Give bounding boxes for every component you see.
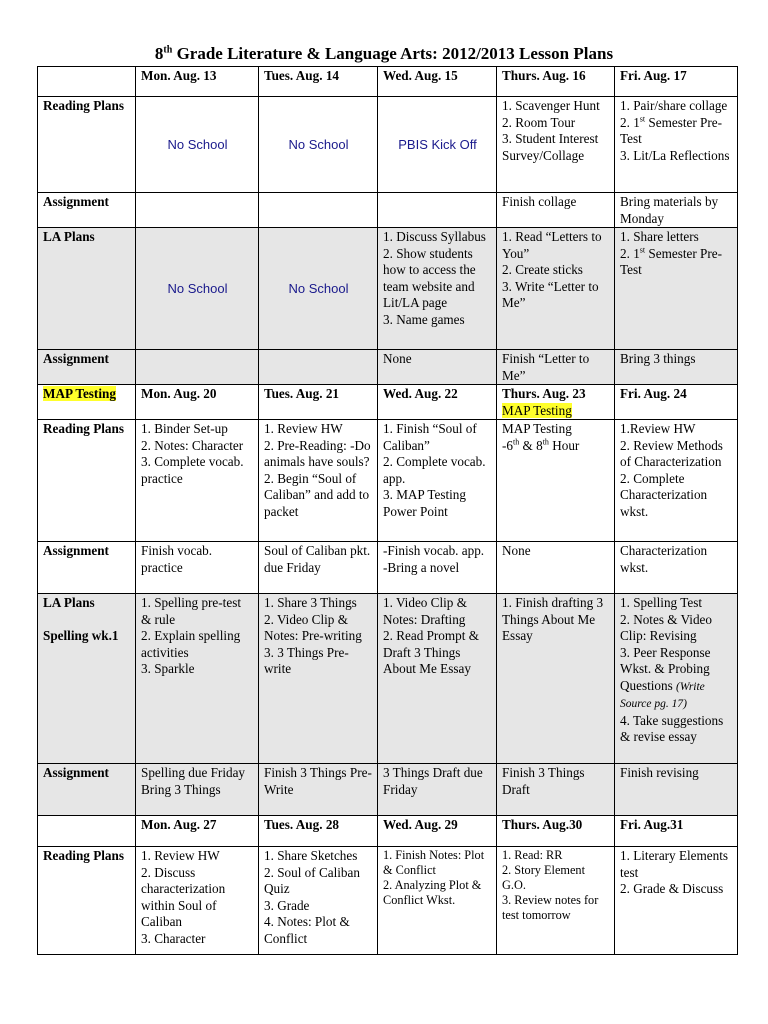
row-label: LA Plans	[43, 595, 95, 610]
day-header: Tues. Aug. 28	[259, 816, 378, 847]
plan-cell: 1. Video Clip & Notes: Drafting 2. Read Prompt & Draft 3 Things About Me Essay	[378, 594, 497, 764]
plan-cell: None	[378, 350, 497, 385]
plan-cell	[378, 193, 497, 228]
plan-cell: 1. Literary Elements test 2. Grade & Discuss	[615, 847, 738, 955]
plan-cell: 1. Finish “Soul of Caliban” 2. Complete vocab. app. 3. MAP Testing Power Point	[378, 420, 497, 542]
plan-cell: Finish “Letter to Me”	[497, 350, 615, 385]
week2-assignment-row	[38, 542, 738, 594]
map-testing-label: MAP Testing	[38, 385, 136, 420]
day-header: Wed. Aug. 29	[378, 816, 497, 847]
plan-cell: 1. Scavenger Hunt 2. Room Tour 3. Student Interest Survey/Collage	[497, 97, 615, 193]
no-school-cell: No School	[259, 228, 378, 350]
page-title: 8th Grade Literature & Language Arts: 2012/2013 Lesson Plans	[154, 44, 614, 63]
plan-cell: 1. Finish drafting 3 Things About Me Essay	[497, 594, 615, 764]
day-header: Thurs. Aug. 16	[497, 67, 615, 97]
row-label: Reading Plans	[38, 847, 136, 955]
row-label: Reading Plans	[38, 97, 136, 193]
day-header: Tues. Aug. 14	[259, 67, 378, 97]
plan-cell: 1. Read: RR 2. Story Element G.O. 3. Review notes for test tomorrow	[497, 847, 615, 955]
plan-cell: Finish collage	[497, 193, 615, 228]
week1-reading-row	[38, 97, 738, 193]
plan-cell	[136, 193, 259, 228]
row-label-cell	[38, 594, 136, 764]
week1-header-row	[38, 67, 738, 97]
day-header: Thurs. Aug. 23 MAP Testing	[497, 385, 615, 420]
plan-cell: 1.Review HW 2. Review Methods of Characterization 2. Complete Characterization wkst.	[615, 420, 738, 542]
plan-cell: Characterization wkst.	[615, 542, 738, 594]
plan-cell: -Finish vocab. app. -Bring a novel	[378, 542, 497, 594]
day-header: Wed. Aug. 22	[378, 385, 497, 420]
day-header: Mon. Aug. 20	[136, 385, 259, 420]
plan-cell: None	[497, 542, 615, 594]
plan-cell: 1. Pair/share collage 2. 1st Semester Pre-Test 3. Lit/La Reflections	[615, 97, 738, 193]
spelling-label: Spelling wk.1	[43, 627, 119, 643]
row-label: Reading Plans	[38, 420, 136, 542]
plan-cell: Finish vocab. practice	[136, 542, 259, 594]
plan-cell	[136, 350, 259, 385]
week2-header-row	[38, 385, 738, 420]
corner-cell	[38, 67, 136, 97]
row-label: LA Plans	[38, 228, 136, 350]
day-header: Fri. Aug. 17	[615, 67, 738, 97]
plan-cell: 1. Review HW 2. Discuss characterization within Soul of Caliban 3. Character	[136, 847, 259, 955]
day-header: Mon. Aug. 13	[136, 67, 259, 97]
day-header: Tues. Aug. 21	[259, 385, 378, 420]
plan-cell: Finish 3 Things Draft	[497, 764, 615, 816]
plan-cell	[259, 193, 378, 228]
week2-assignment2-row	[38, 764, 738, 816]
plan-cell: 1. Share Sketches 2. Soul of Caliban Quiz 3. Grade 4. Notes: Plot & Conflict	[259, 847, 378, 955]
plan-cell: 1. Share 3 Things 2. Video Clip & Notes: Pre-writing 3. 3 Things Pre-write	[259, 594, 378, 764]
row-label: Assignment	[38, 542, 136, 594]
plan-cell: 3 Things Draft due Friday	[378, 764, 497, 816]
row-label: Assignment	[38, 350, 136, 385]
plan-cell	[259, 350, 378, 385]
plan-cell: Spelling due Friday Bring 3 Things	[136, 764, 259, 816]
no-school-cell: No School	[259, 97, 378, 193]
week1-assignment-row	[38, 193, 738, 228]
day-header: Fri. Aug.31	[615, 816, 738, 847]
plan-cell: MAP Testing -6th & 8th Hour	[497, 420, 615, 542]
week2-la-row	[38, 594, 738, 764]
plan-cell: Bring 3 things	[615, 350, 738, 385]
week3-header-row	[38, 816, 738, 847]
plan-cell: 1. Share letters 2. 1st Semester Pre-Test	[615, 228, 738, 350]
plan-cell: 1. Binder Set-up 2. Notes: Character 3. Complete vocab. practice	[136, 420, 259, 542]
plan-cell: Bring materials by Monday	[615, 193, 738, 228]
no-school-cell: No School	[136, 228, 259, 350]
row-label: Assignment	[38, 193, 136, 228]
day-header: Thurs. Aug.30	[497, 816, 615, 847]
day-header: Mon. Aug. 27	[136, 816, 259, 847]
plan-cell: 1. Spelling pre-test & rule 2. Explain spelling activities 3. Sparkle	[136, 594, 259, 764]
plan-cell: Finish revising	[615, 764, 738, 816]
day-header: Wed. Aug. 15	[378, 67, 497, 97]
plan-cell: Soul of Caliban pkt. due Friday	[259, 542, 378, 594]
pbis-cell: PBIS Kick Off	[378, 97, 497, 193]
plan-cell: 1. Discuss Syllabus 2. Show students how to access the team website and Lit/LA page 3. Name games	[378, 228, 497, 350]
day-header: Fri. Aug. 24	[615, 385, 738, 420]
plan-cell: 1. Spelling Test 2. Notes & Video Clip: Revising 3. Peer Response Wkst. & Probing Questions (Write Source pg. 17) 4. Take suggestions & revise essay	[615, 594, 738, 764]
row-label: Assignment	[38, 764, 136, 816]
plan-cell: 1. Review HW 2. Pre-Reading: -Do animals have souls? 2. Begin “Soul of Caliban” and add to packet	[259, 420, 378, 542]
plan-cell: 1. Read “Letters to You” 2. Create sticks 3. Write “Letter to Me”	[497, 228, 615, 350]
week2-reading-row	[38, 420, 738, 542]
plan-cell: 1. Finish Notes: Plot & Conflict 2. Analyzing Plot & Conflict Wkst.	[378, 847, 497, 955]
week3-reading-row	[38, 847, 738, 955]
no-school-cell: No School	[136, 97, 259, 193]
corner-cell	[38, 816, 136, 847]
week1-assignment2-row	[38, 350, 738, 385]
week1-la-row	[38, 228, 738, 350]
plan-cell: Finish 3 Things Pre-Write	[259, 764, 378, 816]
lesson-plan-table	[37, 66, 738, 955]
